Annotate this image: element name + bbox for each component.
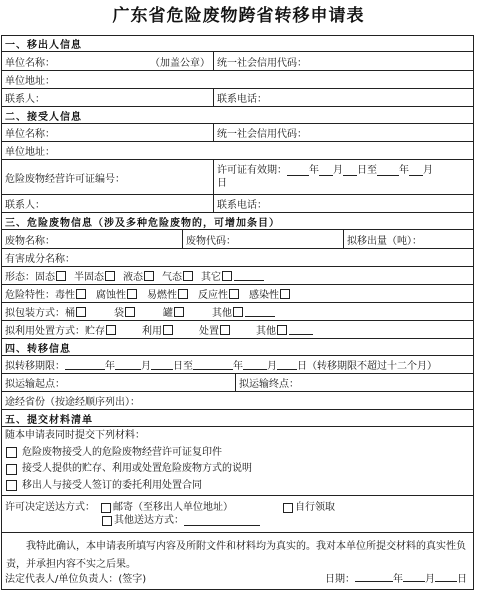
- disposal-other-blank[interactable]: [289, 325, 313, 335]
- pack-tank-checkbox[interactable]: [174, 307, 184, 317]
- disposal-option-other: 其他: [256, 326, 276, 337]
- s4-route-row[interactable]: [2, 392, 473, 410]
- s1-seal-note: （加盖公章）: [150, 57, 210, 69]
- form-solid-checkbox[interactable]: [56, 271, 66, 281]
- section-2-heading-row: [2, 107, 473, 124]
- s3-waste-row: [2, 230, 473, 249]
- s3-pack-label: 拟包装方式：: [5, 308, 65, 319]
- s2-contact-label: 联系人：: [5, 200, 45, 211]
- form-option-liquid: 液态: [123, 272, 143, 283]
- s2-credit-code-label: 统一社会信用代码：: [217, 129, 307, 140]
- s4-start-year-text: 年: [105, 361, 115, 372]
- pack-drum-checkbox[interactable]: [76, 307, 86, 317]
- section-4-heading-row: [2, 339, 473, 356]
- signer-label[interactable]: 法定代表人/单位负责人：(签字): [5, 573, 147, 585]
- s3-components-label: 有害成分名称：: [5, 254, 75, 265]
- s2-unit-name-label: 单位名称：: [5, 129, 55, 140]
- s2-day-to-text: 日至: [357, 165, 377, 176]
- hazard-flammable-checkbox[interactable]: [178, 289, 188, 299]
- pack-option-tank: 罐: [163, 308, 173, 319]
- pack-other-blank[interactable]: [245, 307, 275, 317]
- pack-option-drum: 桶: [65, 308, 75, 319]
- s2-valid-label: 许可证有效期：: [217, 165, 287, 176]
- delivery-other-label: 其他送达方式：: [114, 515, 184, 526]
- s2-address-row[interactable]: [2, 142, 473, 160]
- form-other-blank[interactable]: [234, 271, 264, 281]
- disposal-option-storage: 贮存: [85, 326, 105, 337]
- s2-phone-label: 联系电话：: [217, 200, 267, 211]
- disposal-dispose-checkbox[interactable]: [220, 325, 230, 335]
- pack-option-other: 其他: [212, 308, 232, 319]
- s1-credit-code-label: 统一社会信用代码：: [217, 57, 307, 69]
- s1-unit-row: [2, 52, 473, 71]
- s3-disposal-label: 拟利用处置方式：: [5, 326, 85, 337]
- form-liquid-checkbox[interactable]: [144, 271, 154, 281]
- s4-period-label: 拟转移期限：: [5, 361, 65, 372]
- delivery-other-blank[interactable]: [184, 516, 260, 526]
- form-option-gas: 气态: [162, 272, 182, 283]
- s2-unit-name-field[interactable]: [2, 124, 213, 141]
- form-table: [1, 35, 474, 590]
- delivery-self-checkbox[interactable]: [283, 503, 293, 513]
- s3-form-row: [2, 267, 473, 285]
- hazard-option-reactive: 反应性: [198, 290, 228, 301]
- section-1-heading-row: [2, 36, 473, 52]
- section-3-heading-row: [2, 213, 473, 230]
- delivery-self-label: 自行领取: [295, 502, 335, 513]
- declaration-text: 我特此确认，本申请表所填写内容及所附文件和材料均为真实的。我对本单位所提交材料的真实性负责，并承担内容不实之后果。: [6, 541, 466, 570]
- pack-bag-checkbox[interactable]: [125, 307, 135, 317]
- hazard-toxic-checkbox[interactable]: [76, 289, 86, 299]
- s4-route-label: 途经省份（按途经顺序列出）：: [5, 397, 140, 408]
- s2-credit-code-field[interactable]: [213, 124, 473, 141]
- hazard-option-corrosive: 腐蚀性: [96, 290, 126, 301]
- section-3-heading: 三、危险废物信息（涉及多种危险废物的，可增加条目）: [5, 217, 280, 229]
- hazard-corrosive-checkbox[interactable]: [127, 289, 137, 299]
- s4-end-month-text: 月: [267, 361, 277, 372]
- hazard-option-flammable: 易燃性: [147, 290, 177, 301]
- s4-end-year-blank[interactable]: [193, 360, 233, 370]
- s4-end-year-text: 年: [233, 361, 243, 372]
- s3-waste-name-label: 废物名称：: [5, 235, 55, 247]
- section-4-heading: 四、转移信息: [5, 343, 71, 355]
- form-other-checkbox[interactable]: [222, 271, 232, 281]
- s2-end-day-text: 日: [217, 178, 227, 189]
- s3-hazard-label: 危险特性：: [5, 290, 55, 301]
- sign-day-blank[interactable]: [435, 572, 457, 582]
- signature-row: [2, 566, 473, 588]
- form-option-solid: 固态: [35, 272, 55, 283]
- s1-contact-field[interactable]: [2, 89, 213, 106]
- s5-delivery-row: [2, 496, 473, 533]
- section-1-heading: 一、移出人信息: [5, 40, 82, 51]
- pack-other-checkbox[interactable]: [233, 307, 243, 317]
- s2-license-field[interactable]: [2, 160, 213, 194]
- s4-start-month-text: 月: [141, 361, 151, 372]
- disposal-option-dispose: 处置: [199, 326, 219, 337]
- s3-waste-name-field[interactable]: [2, 230, 182, 248]
- hazard-option-toxic: 毒性: [55, 290, 75, 301]
- s1-phone-label: 联系电话：: [217, 94, 267, 105]
- s3-waste-code-label: 废物代码：: [186, 235, 236, 247]
- s2-start-year-text: 年: [309, 165, 319, 176]
- s1-unit-name-label: 单位名称：: [5, 57, 55, 69]
- s2-phone-field[interactable]: [213, 195, 473, 212]
- sign-date-label: 日期：: [325, 573, 355, 585]
- material-3-label: 移出人与接受人签订的委托利用处置合同: [22, 479, 202, 491]
- s4-origin-label: 拟运输起点：: [5, 379, 65, 390]
- s2-contact-row: [2, 195, 473, 213]
- s4-origin-field[interactable]: [2, 374, 235, 391]
- s1-address-label: 单位地址：: [5, 76, 55, 87]
- s1-contact-row: [2, 89, 473, 107]
- s4-start-day-blank[interactable]: [151, 360, 173, 370]
- s5-materials-row: [2, 427, 473, 496]
- s4-end-month-blank[interactable]: [243, 360, 267, 370]
- s4-destination-label: 拟运输终点：: [239, 379, 299, 390]
- s3-disposal-row: [2, 321, 473, 339]
- s2-end-month-blank[interactable]: [409, 166, 423, 176]
- s4-day-to-text: 日至: [173, 361, 193, 372]
- delivery-mail-checkbox[interactable]: [101, 503, 111, 513]
- form-title: 广东省危险废物跨省转移申请表: [112, 6, 365, 26]
- sign-month-blank[interactable]: [403, 572, 425, 582]
- s1-contact-label: 联系人：: [5, 94, 45, 105]
- delivery-mail-label: 邮寄（至移出人单位地址）: [113, 502, 233, 513]
- delivery-other-checkbox[interactable]: [102, 516, 112, 526]
- s4-end-day-text: 日: [297, 361, 307, 372]
- sign-year-blank[interactable]: [355, 572, 393, 582]
- section-5-heading-row: [2, 410, 473, 427]
- form-option-semisolid: 半固态: [74, 272, 104, 283]
- form-gas-checkbox[interactable]: [183, 271, 193, 281]
- s2-license-label: 危险废物经营许可证编号：: [5, 173, 125, 185]
- s3-pack-row: [2, 303, 473, 321]
- s3-components-row[interactable]: [2, 249, 473, 267]
- s2-end-month-text: 月: [423, 165, 433, 176]
- s1-address-row[interactable]: [2, 71, 473, 89]
- s4-period-note: （转移期限不超过十二个月）: [307, 361, 437, 372]
- disposal-option-utilize: 利用: [142, 326, 162, 337]
- s3-form-label: 形态：: [5, 272, 35, 283]
- s2-address-label: 单位地址：: [5, 147, 55, 158]
- sign-date-field: [322, 566, 473, 588]
- s4-period-row: [2, 356, 473, 374]
- s2-valid-field[interactable]: [213, 160, 473, 194]
- material-2-checkbox[interactable]: [6, 464, 17, 475]
- s2-start-day-blank[interactable]: [343, 166, 357, 176]
- s2-start-month-text: 月: [333, 165, 343, 176]
- section-2-heading: 二、接受人信息: [5, 111, 82, 123]
- s3-quantity-field[interactable]: [343, 230, 473, 248]
- disposal-utilize-checkbox[interactable]: [163, 325, 173, 335]
- s4-route-endpoints-row: [2, 374, 473, 392]
- disposal-storage-checkbox[interactable]: [106, 325, 116, 335]
- s2-license-row: [2, 160, 473, 195]
- material-1-label: 危险废物接受人的危险废物经营许可证复印件: [22, 446, 222, 458]
- s4-start-month-blank[interactable]: [115, 360, 141, 370]
- s1-credit-code-field[interactable]: [213, 52, 473, 70]
- s2-start-month-blank[interactable]: [319, 166, 333, 176]
- s4-destination-field[interactable]: [235, 374, 473, 391]
- s5-intro: 随本申请表同时提交下列材料：: [5, 430, 145, 441]
- s3-waste-code-field[interactable]: [182, 230, 343, 248]
- s4-end-day-blank[interactable]: [277, 360, 297, 370]
- s3-quantity-label: 拟移出量（吨）：: [347, 235, 422, 247]
- s3-hazard-row: [2, 285, 473, 303]
- pack-option-bag: 袋: [114, 308, 124, 319]
- s2-unit-row: [2, 124, 473, 142]
- form-semisolid-checkbox[interactable]: [105, 271, 115, 281]
- sign-month-text: 月: [425, 573, 435, 585]
- s5-delivery-label: 许可决定送达方式：: [5, 502, 95, 513]
- s2-start-year-blank[interactable]: [287, 166, 309, 176]
- hazard-infectious-checkbox[interactable]: [280, 289, 290, 299]
- hazard-option-infectious: 感染性: [249, 290, 279, 301]
- material-1-checkbox[interactable]: [6, 447, 17, 458]
- sign-day-text: 日: [457, 573, 467, 585]
- s1-phone-field[interactable]: [213, 89, 473, 106]
- s2-end-year-blank[interactable]: [377, 166, 399, 176]
- s2-contact-field[interactable]: [2, 195, 213, 212]
- s2-end-year-text: 年: [399, 165, 409, 176]
- material-2-label: 接受人提供的贮存、利用或处置危险废物方式的说明: [22, 463, 252, 474]
- disposal-other-checkbox[interactable]: [277, 325, 287, 335]
- sign-year-text: 年: [393, 573, 403, 585]
- s4-start-year-blank[interactable]: [65, 360, 105, 370]
- hazard-reactive-checkbox[interactable]: [229, 289, 239, 299]
- form-option-other: 其它: [201, 272, 221, 283]
- material-3-checkbox[interactable]: [6, 480, 17, 491]
- section-5-heading: 五、提交材料清单: [5, 414, 93, 426]
